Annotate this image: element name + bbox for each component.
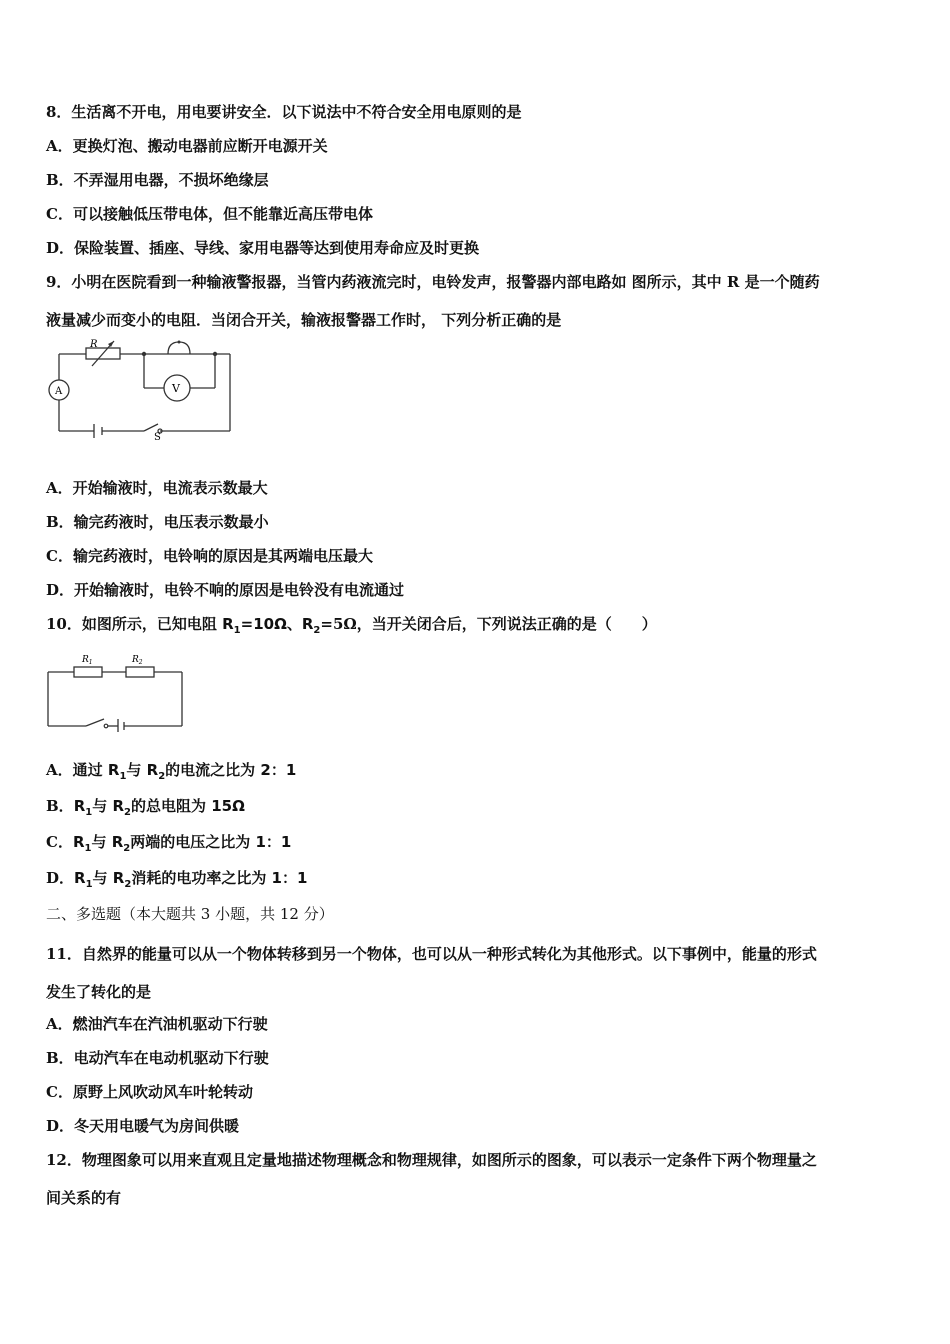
q10-option-c: C．$R_1$与 $R_2$两端的电压之比为 1：1: [46, 833, 292, 854]
q8-option-a: A．更换灯泡、搬动电器前应断开电源开关: [46, 137, 328, 155]
q9-option-d: D．开始输液时，电铃不响的原因是电铃没有电流通过: [46, 581, 405, 599]
q9-option-c: C．输完药液时，电铃响的原因是其两端电压最大: [46, 547, 373, 565]
q11-option-a: A．燃油汽车在汽油机驱动下行驶: [46, 1015, 268, 1033]
q11-option-d: D．冬天用电暖气为房间供暖: [46, 1117, 240, 1135]
q9-option-b: B．输完药液时，电压表示数最小: [46, 513, 269, 531]
q12-stem-line1: 12．物理图象可以用来直观且定量地描述物理概念和物理规律，如图所示的图象，可以表示一定条件下两个物理量之: [46, 1151, 817, 1169]
q9-fig-label-v: V: [172, 382, 180, 395]
q9-fig-label-s: S: [154, 432, 161, 443]
q10-option-b: B．$R_1$与 $R_2$的总电阻为 15Ω: [46, 797, 245, 818]
q11-option-b: B．电动汽车在电动机驱动下行驶: [46, 1049, 269, 1067]
q11-stem-line1: 11．自然界的能量可以从一个物体转移到另一个物体，也可以从一种形式转化为其他形式。以下事例中，能量的形式: [46, 945, 817, 963]
q8-option-c: C．可以接触低压带电体，但不能靠近高压带电体: [46, 205, 373, 223]
q8-option-b: B．不弄湿用电器，不损坏绝缘层: [46, 171, 269, 189]
q10-fig-label-r2: $R_2$: [132, 655, 143, 666]
q10-stem: 10．如图所示，已知电阻 $R_1=10\Omega$、$R_2=5\Omega$，当开关闭合后，下列说法正确的是（ ）: [46, 615, 657, 636]
q9-fig-label-a: A: [55, 386, 63, 397]
q12-stem-line2: 间关系的有: [46, 1189, 122, 1207]
q9-stem-line1: 9．小明在医院看到一种输液警报器，当管内药液流完时，电铃发声，报警器内部电路如 图所示，其中 R 是一个随药: [46, 273, 820, 291]
q10-option-d: D．$R_1$与 $R_2$消耗的电功率之比为 1：1: [46, 869, 308, 890]
q8-stem: 8．生活离不开电，用电要讲安全．以下说法中不符合安全用电原则的是: [46, 103, 522, 121]
q9-option-a: A．开始输液时，电流表示数最大: [46, 479, 268, 497]
q9-circuit-diagram: [44, 338, 239, 443]
q11-stem-line2: 发生了转化的是: [46, 983, 152, 1001]
q10-option-a: A．通过 $R_1$与 $R_2$的电流之比为 2：1: [46, 761, 297, 782]
section-heading-multiple-choice: 二、多选题（本大题共 3 小题，共 12 分）: [46, 905, 334, 923]
q8-option-d: D．保险装置、插座、导线、家用电器等达到使用寿命应及时更换: [46, 239, 480, 257]
q10-circuit-diagram: [44, 648, 189, 732]
q9-fig-label-r: R: [90, 339, 98, 350]
q11-option-c: C．原野上风吹动风车叶轮转动: [46, 1083, 253, 1101]
q9-stem-line2: 液量减少而变小的电阻．当闭合开关，输液报警器工作时， 下列分析正确的是: [46, 311, 562, 329]
q10-fig-label-r1: $R_1$: [82, 655, 93, 666]
